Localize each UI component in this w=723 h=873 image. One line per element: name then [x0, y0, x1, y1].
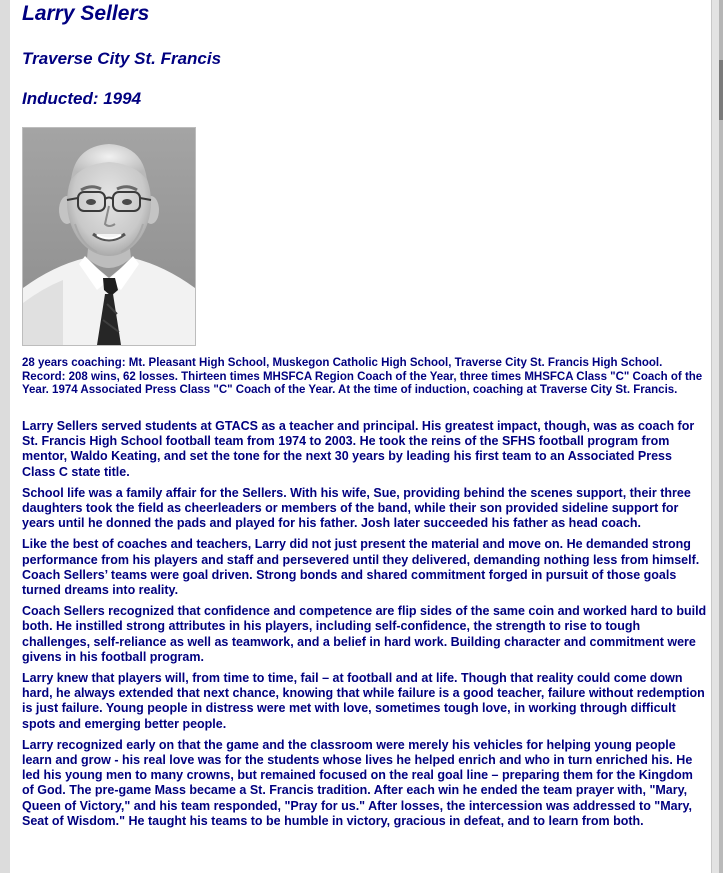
bio-paragraph: Like the best of coaches and teachers, Larry did not just present the material and move on. He demanded strong performance from his players and staff and persevered until they delivered, demanding nothing less from himself. Coach Sellers’ teams were goal driven. Strong bonds and shared commitment forged in pursuit of those goals turned dreams into reality.	[22, 537, 700, 598]
bio-paragraph: Larry knew that players will, from time to time, fail – at football and at life. Though that reality could come down hard, he always extended that next chance, knowing that while failure is a good teacher, failure without redemption is just failure. Young people in distress were met with love, sometimes tough love, in working through difficult spots and emerging better people.	[22, 671, 705, 731]
bio-paragraph: Coach Sellers recognized that confidence and competence are flip sides of the same coin and worked hard to build both. He instilled strong attributes in his players, including self-confidence, the strength to rise to tough challenges, self-reliance as well as teamwork, and a belief in hard work. Building character and commitment were givens in his football program.	[22, 604, 707, 664]
bio-paragraph: School life was a family affair for the Sellers. With his wife, Sue, providing behind the scenes support, their three daughters took the field as cheerleaders or members of the band, while their son provided sideline support for years until he donned the pads and played for his father. Josh later succeeded his father as head coach.	[22, 485, 691, 531]
bio-paragraph: Larry Sellers served students at GTACS as a teacher and principal. His greatest impact, though, was as coach for St. Francis High School football team from 1974 to 2003. He took the reins of the SFHS football program from mentor, Waldo Keating, and set the tone for the next 30 years by leading his first team to an Associated Press Class C state title.	[22, 419, 695, 479]
inductee-name: Larry Sellers	[22, 2, 150, 25]
induction-year: Inducted: 1994	[22, 89, 142, 108]
career-summary: 28 years coaching: Mt. Pleasant High School, Muskegon Catholic High School, Traverse City St. Francis High School. Record: 208 wins, 62 losses. Thirteen times MHSFCA Region Coach of the Year, three times MHSFCA Class "C" Coach of the Year. 1974 Associated Press Class "C" Coach of the Year. At the time of induction, coaching at Traverse City St. Francis.	[22, 357, 703, 396]
inductee-school: Traverse City St. Francis	[22, 49, 222, 68]
left-page-margin	[0, 0, 10, 873]
page-body	[10, 0, 711, 873]
portrait-illustration	[23, 128, 195, 345]
window-edge	[719, 0, 723, 873]
biography	[22, 419, 707, 835]
portrait-photo	[22, 127, 196, 346]
bio-paragraph: Larry recognized early on that the game and the classroom were merely his vehicles for helping young people learn and grow - his real love was for the students whose lives he helped enrich and who in turn enriched his. He led his young men to many crowns, but remained focused on the real goal line – preparing them for the Kingdom of God. The pre-game Mass became a St. Francis tradition. After each win he ended the team prayer with, "Mary, Queen of Victory," and his team responded, "Pray for us." After losses, the intercession was addressed to "Mary, Seat of Wisdom." He taught his teams to be humble in victory, gracious in defeat, and to learn from both.	[22, 737, 693, 828]
